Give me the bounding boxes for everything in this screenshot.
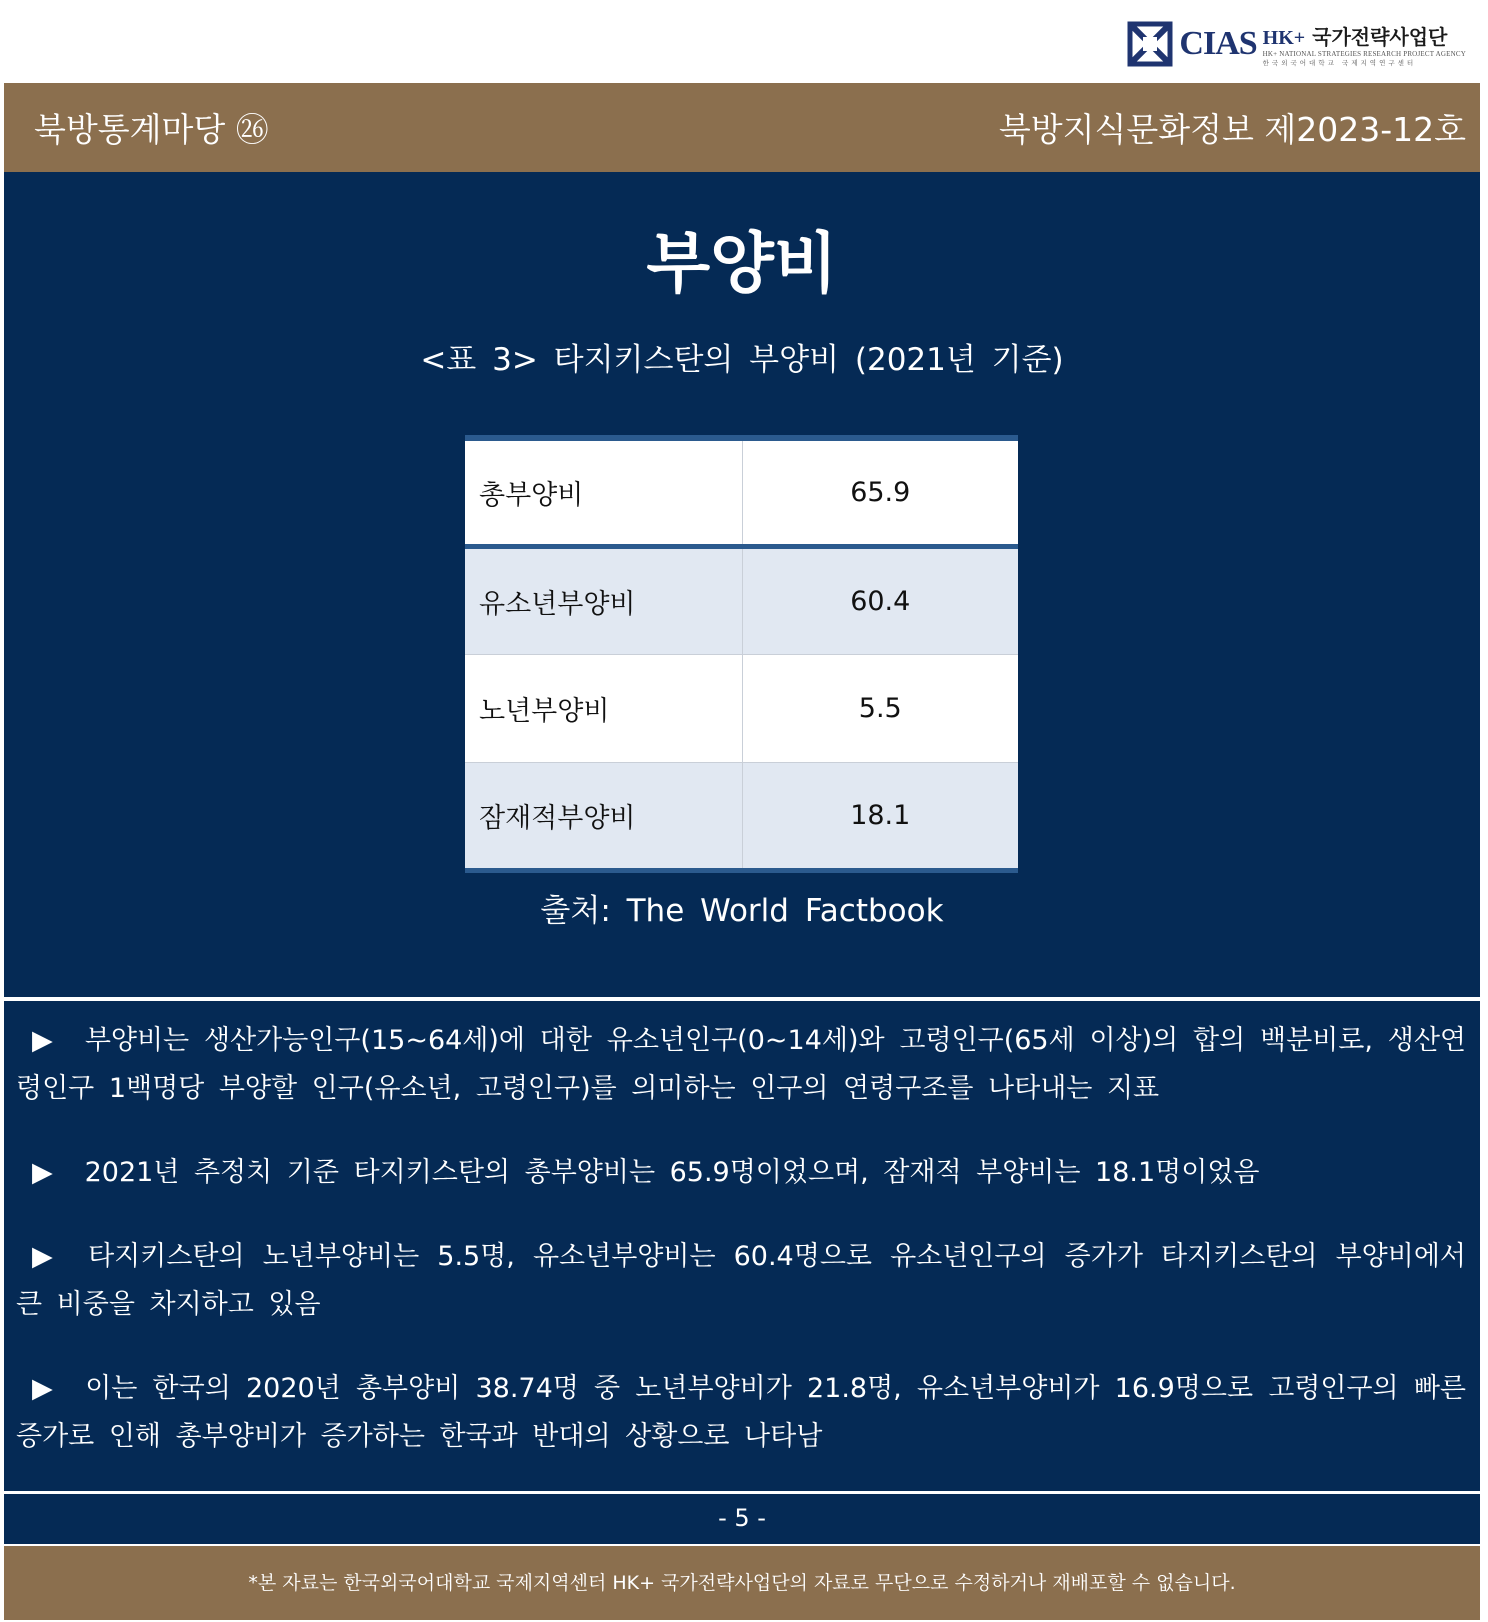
row-value: 18.1 [742, 762, 1018, 870]
bullet-paragraph: ▶ 이는 한국의 2020년 총부양비 38.74명 중 노년부양비가 21.8명, 유소년부양비가 16.9명으로 고령인구의 빠른 증가로 인해 총부양비가 증가하는 한국과 반대의 상황으로 나타남 [16, 1365, 1466, 1461]
triangle-bullet-icon: ▶ [32, 1241, 53, 1272]
row-label: 노년부양비 [465, 654, 742, 762]
main-panel [4, 172, 1480, 997]
triangle-bullet-icon: ▶ [32, 1157, 53, 1188]
table-row [465, 762, 1018, 870]
table-source: 출처: The World Factbook [540, 893, 944, 929]
row-label: 총부양비 [465, 438, 742, 546]
cias-logo [1127, 20, 1466, 68]
bullet-paragraph: ▶ 부양비는 생산가능인구(15~64세)에 대한 유소년인구(0~14세)와 고령인구(65세 이상)의 합의 백분비로, 생산연령인구 1백명당 부양할 인구(유소년, 고령인구)를 의미하는 인구의 연령구조를 나타내는 지표 [16, 1017, 1466, 1113]
table-row [465, 438, 1018, 546]
table-row [465, 654, 1018, 762]
row-value: 5.5 [742, 654, 1018, 762]
triangle-bullet-icon: ▶ [32, 1373, 53, 1404]
logo-brand: CIAS [1179, 25, 1257, 62]
row-label: 유소년부양비 [465, 546, 742, 654]
logo-title: HK+ 국가전략사업단 [1262, 25, 1448, 49]
dependency-ratio-table [465, 435, 1018, 873]
page-title: 부양비 [646, 225, 838, 302]
row-value: 60.4 [742, 546, 1018, 654]
logo-subtitle-en: HK+ NATIONAL STRATEGIES RESEARCH PROJECT AGENCY [1262, 50, 1466, 58]
row-label: 잠재적부양비 [465, 762, 742, 870]
row-value: 65.9 [742, 438, 1018, 546]
issue-number: 북방지식문화정보 제2023-12호 [998, 110, 1466, 149]
copyright-footer: *본 자료는 한국외국어대학교 국제지역센터 HK+ 국가전략사업단의 자료로 무단으로 수정하거나 재배포할 수 없습니다. [4, 1546, 1480, 1620]
table-caption: <표 3> 타지키스탄의 부양비 (2021년 기준) [420, 342, 1064, 378]
logo-subtitle-ko: 한국외국어대학교 국제지역연구센터 [1262, 59, 1417, 67]
header-bar [4, 83, 1480, 172]
table-row [465, 546, 1018, 654]
bullet-paragraph: ▶ 2021년 추정치 기준 타지키스탄의 총부양비는 65.9명이었으며, 잠재적 부양비는 18.1명이었음 [16, 1149, 1466, 1197]
bullet-paragraph: ▶ 타지키스탄의 노년부양비는 5.5명, 유소년부양비는 60.4명으로 유소년인구의 증가가 타지키스탄의 부양비에서 큰 비중을 차지하고 있음 [16, 1233, 1466, 1329]
triangle-bullet-icon: ▶ [32, 1025, 53, 1056]
summary-panel [4, 1001, 1480, 1491]
cias-emblem-icon [1127, 21, 1173, 67]
series-title: 북방통계마당 ㉖ [34, 110, 269, 149]
page-number: - 5 - [4, 1494, 1480, 1544]
